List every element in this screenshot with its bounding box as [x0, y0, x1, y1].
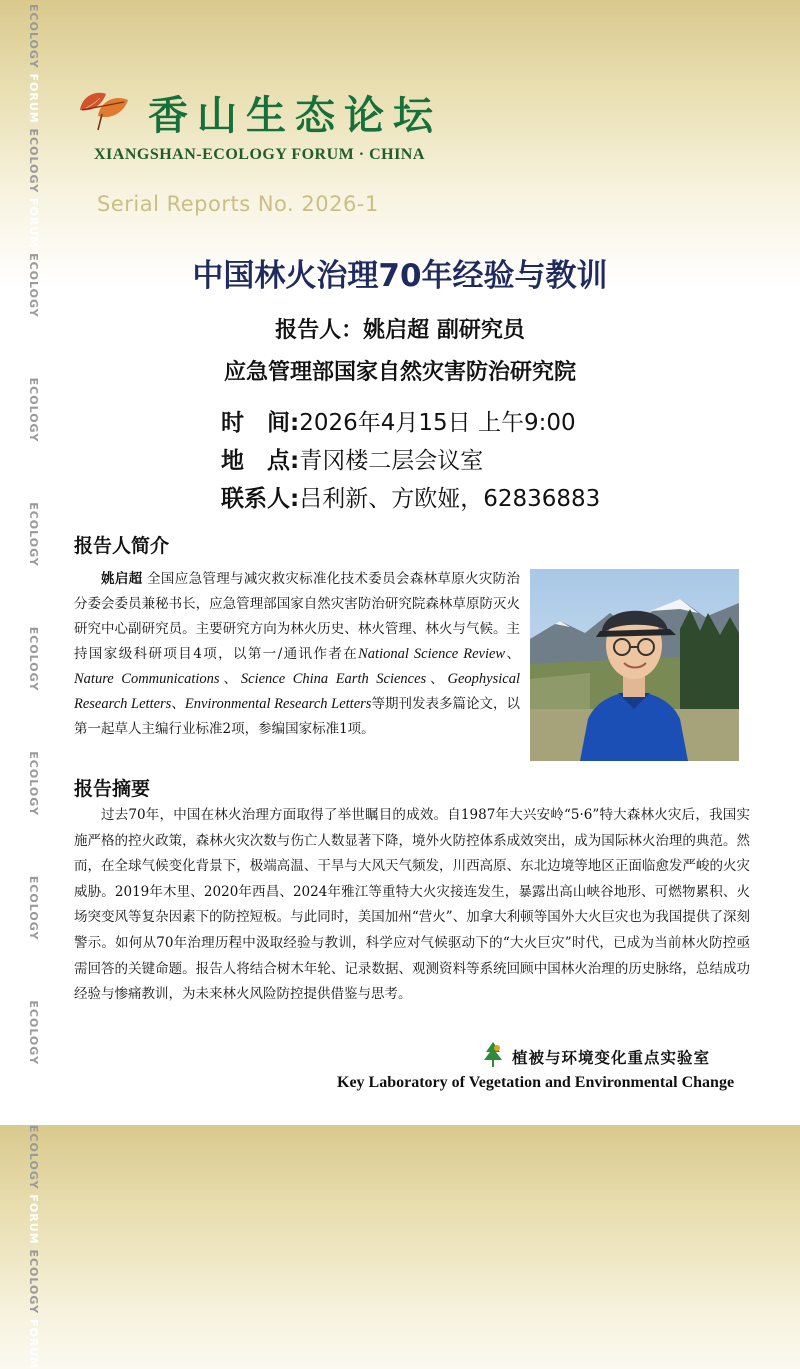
side-strip: [0, 0, 40, 1369]
journal-1: National Science Review: [358, 646, 506, 662]
speaker-photo-image: [530, 569, 739, 761]
lab-logo-icon: [482, 1040, 504, 1068]
side-strip-text: [26, 0, 40, 1369]
info-row-time: [221, 401, 600, 439]
side-strip-forum: FORUM: [27, 73, 40, 129]
side-strip-ecology: ECOLOGY: [27, 1249, 40, 1319]
time-value: 2026年4月15日 上午9:00: [299, 409, 576, 436]
place-label: 地 点:: [221, 447, 300, 474]
side-strip-ecology: ECOLOGY: [27, 253, 40, 323]
time-label: 时 间:: [221, 409, 300, 436]
side-strip-ecology: ECOLOGY: [27, 626, 40, 697]
journal-sep-4: 、: [171, 696, 185, 712]
lab-name-en: Key Laboratory of Vegetation and Environmental Change: [337, 1074, 735, 1091]
side-strip-ecology: ECOLOGY: [27, 875, 40, 946]
side-strip-forum: FORUM: [27, 696, 40, 752]
contact-label: 联系人:: [221, 485, 300, 512]
journal-sep-1: 、: [505, 646, 520, 662]
place-value: 青冈楼二层会议室: [299, 447, 484, 474]
side-strip-ecology: ECOLOGY: [27, 502, 40, 572]
serial-number: Serial Reports No. 2026-1: [97, 192, 379, 216]
journal-4: Geophysical Research Letters: [74, 671, 520, 712]
side-strip-forum: FORUM: [27, 1318, 40, 1369]
event-info: [221, 401, 600, 515]
speaker-line: 报告人：姚启超 副研究员: [275, 318, 525, 343]
speaker-institute: 应急管理部国家自然灾害防治研究院: [223, 360, 576, 385]
side-strip-ecology: ECOLOGY: [27, 4, 40, 74]
side-strip-ecology: ECOLOGY: [27, 377, 40, 448]
side-strip-ecology: ECOLOGY: [27, 1124, 40, 1195]
bio-text-part-1: 全国应急管理与减灾救灾标准化技术委员会森林草原火灾防治分委会委员兼秘书长，应急管理部国家自然灾害防治研究院森林草原防灭火研究中心副研究员。主要研究方向为林火历史、林火管理、林火与气候。主持国家级科研项目4项，以第一/通讯作者在: [74, 571, 521, 662]
side-strip-ecology: ECOLOGY: [27, 1000, 40, 1070]
journal-2: Nature Communications: [74, 671, 220, 687]
bio-text: [74, 567, 520, 742]
side-strip-ecology: ECOLOGY: [27, 128, 40, 199]
side-strip-forum: FORUM: [27, 198, 40, 254]
abstract-heading: 报告摘要: [74, 778, 151, 800]
journal-5: Environmental Research Letters: [184, 696, 372, 712]
side-strip-forum: FORUM: [27, 820, 40, 876]
side-strip-ecology: ECOLOGY: [27, 751, 40, 821]
side-strip-forum: FORUM: [27, 945, 40, 1001]
speaker-name: 姚启超: [101, 571, 143, 587]
forum-title-cn: 香山生态论坛: [148, 92, 442, 139]
side-strip-forum: FORUM: [27, 447, 40, 503]
bio-heading: 报告人简介: [74, 535, 170, 557]
journal-sep-3: 、: [426, 671, 448, 687]
journal-3: Science China Earth Sciences: [240, 671, 427, 687]
abstract-text: 过去70年，中国在林火治理方面取得了举世瞩目的成效。自1987年大兴安岭“5·6”特大森林火灾后，我国实施严格的控火政策，森林火灾次数与伤亡人数显著下降，境外火防控体系成效突出，成为国际林火治理的典范。然而，在全球气候变化背景下，极端高温、干旱与大风天气频发，川西高原、东北边境等地区正面临愈发严峻的火灾威胁。2019年木里、2020年西昌、2024年雅江等重特大火灾接连发生，暴露出高山峡谷地形、可燃物累积、火场突变风等复杂因素下的防控短板。与此同时，美国加州“营火”、加拿大利顿等国外大火巨灾也为我国提供了深刻警示。如何从70年治理历程中汲取经验与教训，科学应对气候驱动下的“大火巨灾”时代，已成为当前林火防控亟需回答的关键命题。报告人将结合树木年轮、记录数据、观测资料等系统回顾中国林火治理的历史脉络，总结成功经验与惨痛教训，为未来林火风险防控提供借鉴与思考。: [74, 807, 750, 1003]
journal-sep-2: 、: [219, 671, 241, 687]
info-row-contact: [221, 477, 600, 515]
side-strip-forum: FORUM: [27, 1069, 40, 1125]
leaf-logo-icon: [76, 86, 132, 132]
lab-name-cn: 植被与环境变化重点实验室: [512, 1048, 711, 1067]
info-row-place: [221, 439, 600, 477]
side-strip-forum: FORUM: [27, 571, 40, 627]
forum-title-en: XIANGSHAN-ECOLOGY FORUM · CHINA: [94, 146, 425, 163]
side-strip-forum: FORUM: [27, 1194, 40, 1250]
side-strip-forum: FORUM: [27, 322, 40, 378]
talk-title: 中国林火治理70年经验与教训: [192, 258, 608, 294]
speaker-photo: [530, 569, 739, 761]
contact-value: 吕利新、方欧娅，62836883: [299, 485, 601, 512]
bio-text-part-2: 等期刊发表多篇论文，以第一起草人主编行业标准2项，参编国家标准1项。: [74, 696, 520, 737]
